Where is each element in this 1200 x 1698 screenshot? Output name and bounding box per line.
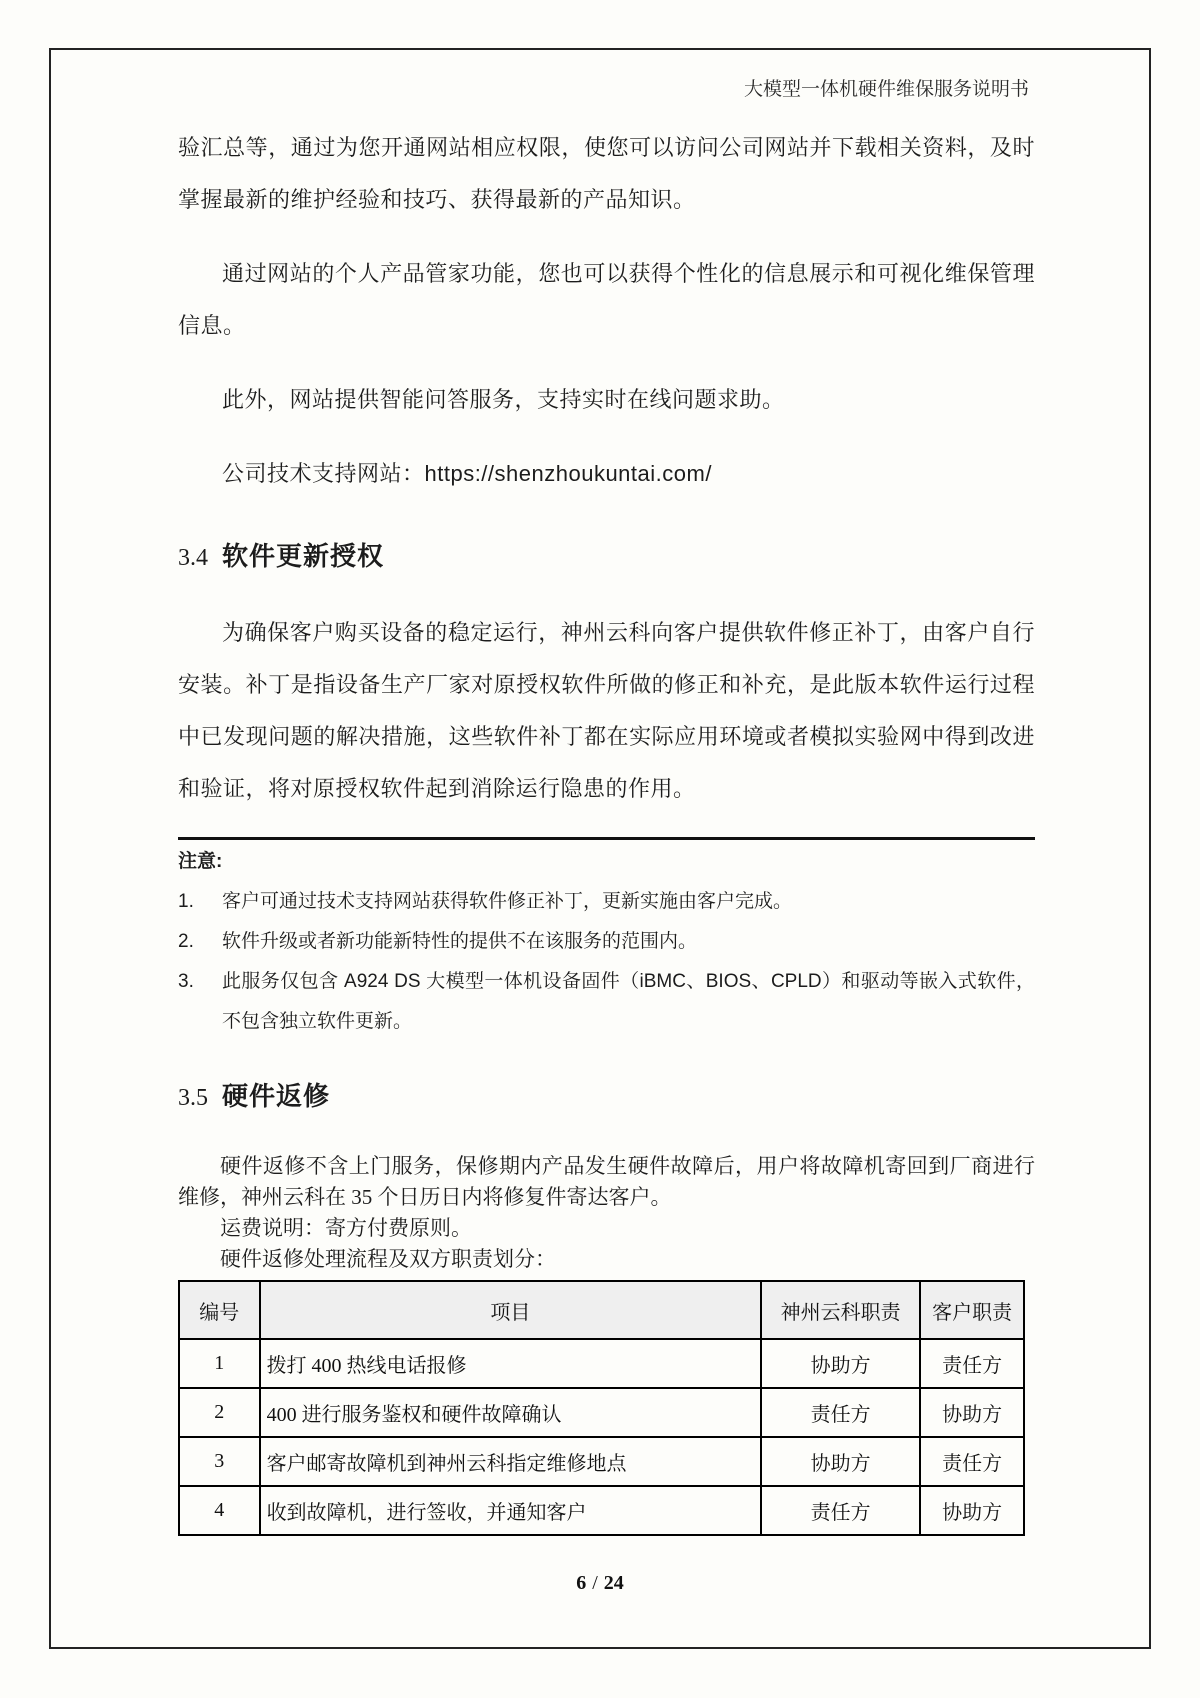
- section-heading-3-4: [178, 538, 1035, 576]
- paragraph-software-update: 为确保客户购买设备的稳定运行，神州云科向客户提供软件修正补丁，由客户自行安装。补丁是指设备生产厂家对原授权软件所做的修正和补充，是此版本软件运行过程中已发现问题的解决措施，这些软件补丁都在实际应用环境或者模拟实验网中得到改进和验证，将对原授权软件起到消除运行隐患的作用。: [178, 620, 1035, 801]
- paragraph-table-intro: 硬件返修处理流程及双方职责划分：: [220, 1247, 556, 1271]
- hardware-return-paragraphs: [178, 1151, 1035, 1275]
- section-title: 硬件返修: [222, 1081, 331, 1111]
- document-header-title: 大模型一体机硬件维保服务说明书: [743, 79, 1029, 100]
- cell-vendor-duty: 协助方: [761, 1437, 920, 1486]
- note-item-text: 软件升级或者新功能新特性的提供不在该服务的范围内。: [222, 931, 698, 952]
- note-item-number: 2.: [178, 931, 194, 952]
- section-heading-3-5: [178, 1078, 1035, 1116]
- table-row: [179, 1388, 1024, 1437]
- cell-customer-duty: 协助方: [920, 1486, 1024, 1535]
- section-number: 3.4: [178, 545, 208, 571]
- cell-item: 客户邮寄故障机到神州云科指定维修地点: [260, 1437, 762, 1486]
- table-header-item: 项目: [260, 1281, 762, 1339]
- paragraph-qa-service: 此外，网站提供智能问答服务，支持实时在线问题求助。: [222, 387, 785, 412]
- cell-number: 3: [179, 1437, 260, 1486]
- table-header-vendor-duty: 神州云科职责: [761, 1281, 920, 1339]
- footer-page-current: 6: [576, 1572, 587, 1594]
- table-header-customer-duty: 客户职责: [920, 1281, 1024, 1339]
- note-item: [178, 922, 1035, 962]
- cell-customer-duty: 责任方: [920, 1437, 1024, 1486]
- table-header-id: 编号: [179, 1281, 260, 1339]
- note-item-number: 3.: [178, 971, 194, 992]
- footer-separator: /: [592, 1572, 598, 1594]
- table-header-row: [179, 1281, 1024, 1339]
- repair-process-table: [178, 1280, 1025, 1536]
- cell-number: 2: [179, 1388, 260, 1437]
- footer-page-total: 24: [603, 1572, 624, 1594]
- cell-item: 拨打 400 热线电话报修: [260, 1339, 762, 1388]
- note-item-text: 此服务仅包含 A924 DS 大模型一体机设备固件（iBMC、BIOS、CPLD）和驱动等嵌入式软件，不包含独立软件更新。: [222, 971, 1035, 1032]
- table-row: [179, 1486, 1024, 1535]
- paragraph-continuation: 验汇总等，通过为您开通网站相应权限，使您可以访问公司网站并下载相关资料，及时掌握最新的维护经验和技巧、获得最新的产品知识。: [178, 135, 1035, 212]
- table-row: [179, 1437, 1024, 1486]
- note-item-text: 客户可通过技术支持网站获得软件修正补丁，更新实施由客户完成。: [222, 891, 793, 912]
- section-title: 软件更新授权: [222, 541, 385, 571]
- document-content: [178, 0, 1035, 1536]
- note-divider: [178, 837, 1035, 840]
- cell-vendor-duty: 责任方: [761, 1388, 920, 1437]
- cell-vendor-duty: 责任方: [761, 1486, 920, 1535]
- cell-item: 400 进行服务鉴权和硬件故障确认: [260, 1388, 762, 1437]
- paragraph-support-site: 公司技术支持网站：https://shenzhoukuntai.com/: [222, 461, 712, 486]
- note-item: [178, 962, 1035, 1042]
- cell-item: 收到故障机，进行签收，并通知客户: [260, 1486, 762, 1535]
- cell-vendor-duty: 协助方: [761, 1339, 920, 1388]
- cell-customer-duty: 责任方: [920, 1339, 1024, 1388]
- cell-customer-duty: 协助方: [920, 1388, 1024, 1437]
- note-item-number: 1.: [178, 891, 194, 912]
- cell-number: 1: [179, 1339, 260, 1388]
- note-label: 注意:: [178, 851, 223, 872]
- paragraph-hardware-return-intro: 硬件返修不含上门服务，保修期内产品发生硬件故障后，用户将故障机寄回到厂商进行维修，神州云科在 35 个日历日内将修复件寄达客户。: [178, 1154, 1035, 1209]
- cell-number: 4: [179, 1486, 260, 1535]
- table-row: [179, 1339, 1024, 1388]
- paragraph-freight: 运费说明：寄方付费原则。: [220, 1216, 472, 1240]
- page-footer: [49, 1572, 1151, 1595]
- section-number: 3.5: [178, 1085, 208, 1111]
- note-block: [178, 842, 1035, 1042]
- note-item: [178, 882, 1035, 922]
- paragraph-personal-manager: 通过网站的个人产品管家功能，您也可以获得个性化的信息展示和可视化维保管理信息。: [178, 261, 1035, 338]
